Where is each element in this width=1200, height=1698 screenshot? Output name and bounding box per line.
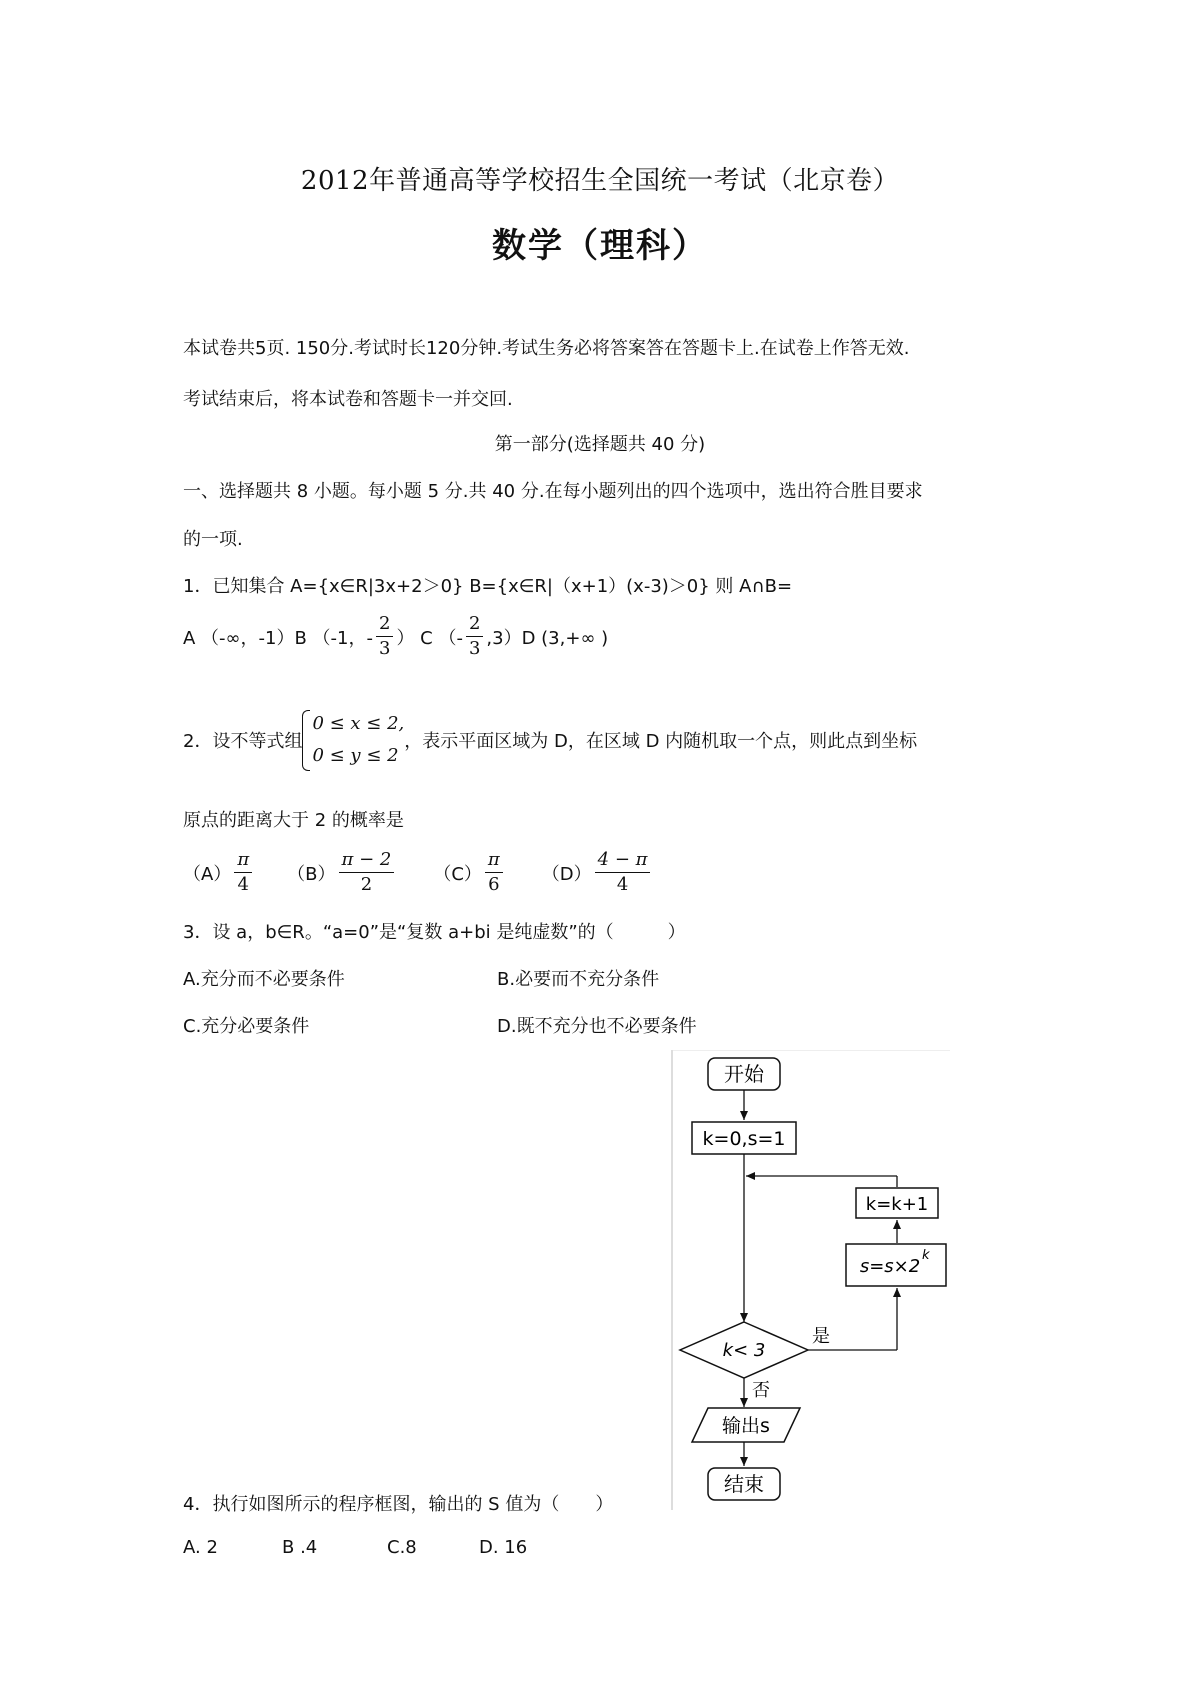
flow-condition-label: k< 3 (722, 1340, 766, 1361)
q2-option-b-den: 2 (360, 874, 373, 896)
q2-stem (183, 708, 917, 773)
q3-option-c: C.充分必要条件 (183, 1016, 310, 1037)
q4-option-a: A. 2 (183, 1537, 218, 1558)
q4-option-c: C.8 (387, 1537, 417, 1558)
flow-start-label: 开始 (724, 1062, 764, 1086)
q1-fraction-2 (466, 612, 483, 662)
exam-subtitle: 数学（理科） (492, 226, 708, 266)
q2-option-b-num: π − 2 (339, 848, 395, 873)
exam-title: 2012年普通高等学校招生全国统一考试（北京卷） (300, 166, 900, 196)
q2-option-c-num: π (485, 848, 503, 873)
flow-no-label: 否 (752, 1380, 770, 1401)
q2-option-c-label: （C） (433, 863, 482, 885)
q1-stem: 1．已知集合 A={x∈R|3x+2＞0} B={x∈R|（x+1）(x-3)＞0} 则 A∩B= (183, 576, 793, 597)
q2-condition-1: 0 ≤ x ≤ 2, (312, 713, 405, 734)
q1-fraction-1-num: 2 (376, 612, 393, 637)
flow-end-label: 结束 (724, 1472, 764, 1496)
part1-heading: 第一部分(选择题共 40 分) (494, 434, 706, 455)
flow-init-label: k=0,s=1 (702, 1128, 786, 1150)
q4-option-b: B .4 (282, 1537, 318, 1558)
q2-option-d-frac (595, 848, 651, 898)
flow-update-s-label: s=s×2 (859, 1256, 921, 1277)
q1-option-c: ） C （- (396, 627, 463, 649)
flow-update-k-label: k=k+1 (865, 1194, 929, 1215)
q1-option-a-b: A （-∞，-1）B （-1，- (183, 627, 373, 649)
q1-options (183, 612, 608, 662)
flow-output-label: 输出s (722, 1415, 770, 1437)
q2-option-d-num: 4 − π (595, 848, 651, 873)
q2-option-b-label: （B） (287, 863, 336, 885)
q4-option-d: D. 16 (479, 1537, 528, 1558)
flow-update-s-exponent: k (922, 1248, 930, 1263)
q2-prefix: 2．设不等式组 (183, 731, 303, 753)
q2-option-c-den: 6 (488, 874, 500, 896)
q2-inequality-system (302, 708, 404, 773)
q3-option-a: A.充分而不必要条件 (183, 969, 345, 990)
q2-line-2: 原点的距离大于 2 的概率是 (183, 810, 404, 831)
q4-stem: 4．执行如图所示的程序框图，输出的 S 值为（ ） (183, 1494, 614, 1515)
flow-yes-label: 是 (812, 1326, 830, 1347)
part1-instructions-1: 一、选择题共 8 小题。每小题 5 分.共 40 分.在每小题列出的四个选项中，选出符合胜目要求 (183, 481, 923, 502)
q2-option-b-frac (339, 848, 395, 898)
flowchart (660, 1050, 960, 1515)
q2-option-a-num: π (234, 848, 252, 873)
q2-condition-2: 0 ≤ y ≤ 2 (312, 745, 399, 767)
q2-option-a-label: （A） (183, 863, 232, 885)
q3-option-b: B.必要而不充分条件 (497, 969, 660, 990)
q2-option-c-frac (485, 848, 503, 898)
q2-suffix: ，表示平面区域为 D，在区域 D 内随机取一个点，则此点到坐标 (404, 731, 918, 753)
q1-fraction-1-den: 3 (378, 638, 391, 660)
q1-fraction-1 (376, 612, 393, 662)
q2-option-a-frac (234, 848, 252, 898)
q1-option-d: ,3）D (3,+∞ ) (486, 627, 609, 649)
intro-line-1: 本试卷共5页. 150分.考试时长120分钟.考试生务必将答案答在答题卡上.在试卷上作答无效. (183, 338, 910, 359)
q2-option-d-den: 4 (616, 874, 629, 896)
q3-stem: 3．设 a，b∈R。“a=0”是“复数 a+bi 是纯虚数”的（ ） (183, 922, 686, 943)
q1-fraction-2-den: 3 (468, 638, 481, 660)
q2-options (183, 848, 653, 898)
q2-option-a-den: 4 (237, 874, 249, 896)
q3-option-d: D.既不充分也不必要条件 (497, 1016, 697, 1037)
part1-instructions-2: 的一项. (183, 529, 243, 550)
q2-option-d-label: （D） (541, 863, 592, 885)
intro-line-2: 考试结束后，将本试卷和答题卡一并交回. (183, 389, 513, 410)
q1-fraction-2-num: 2 (466, 612, 483, 637)
